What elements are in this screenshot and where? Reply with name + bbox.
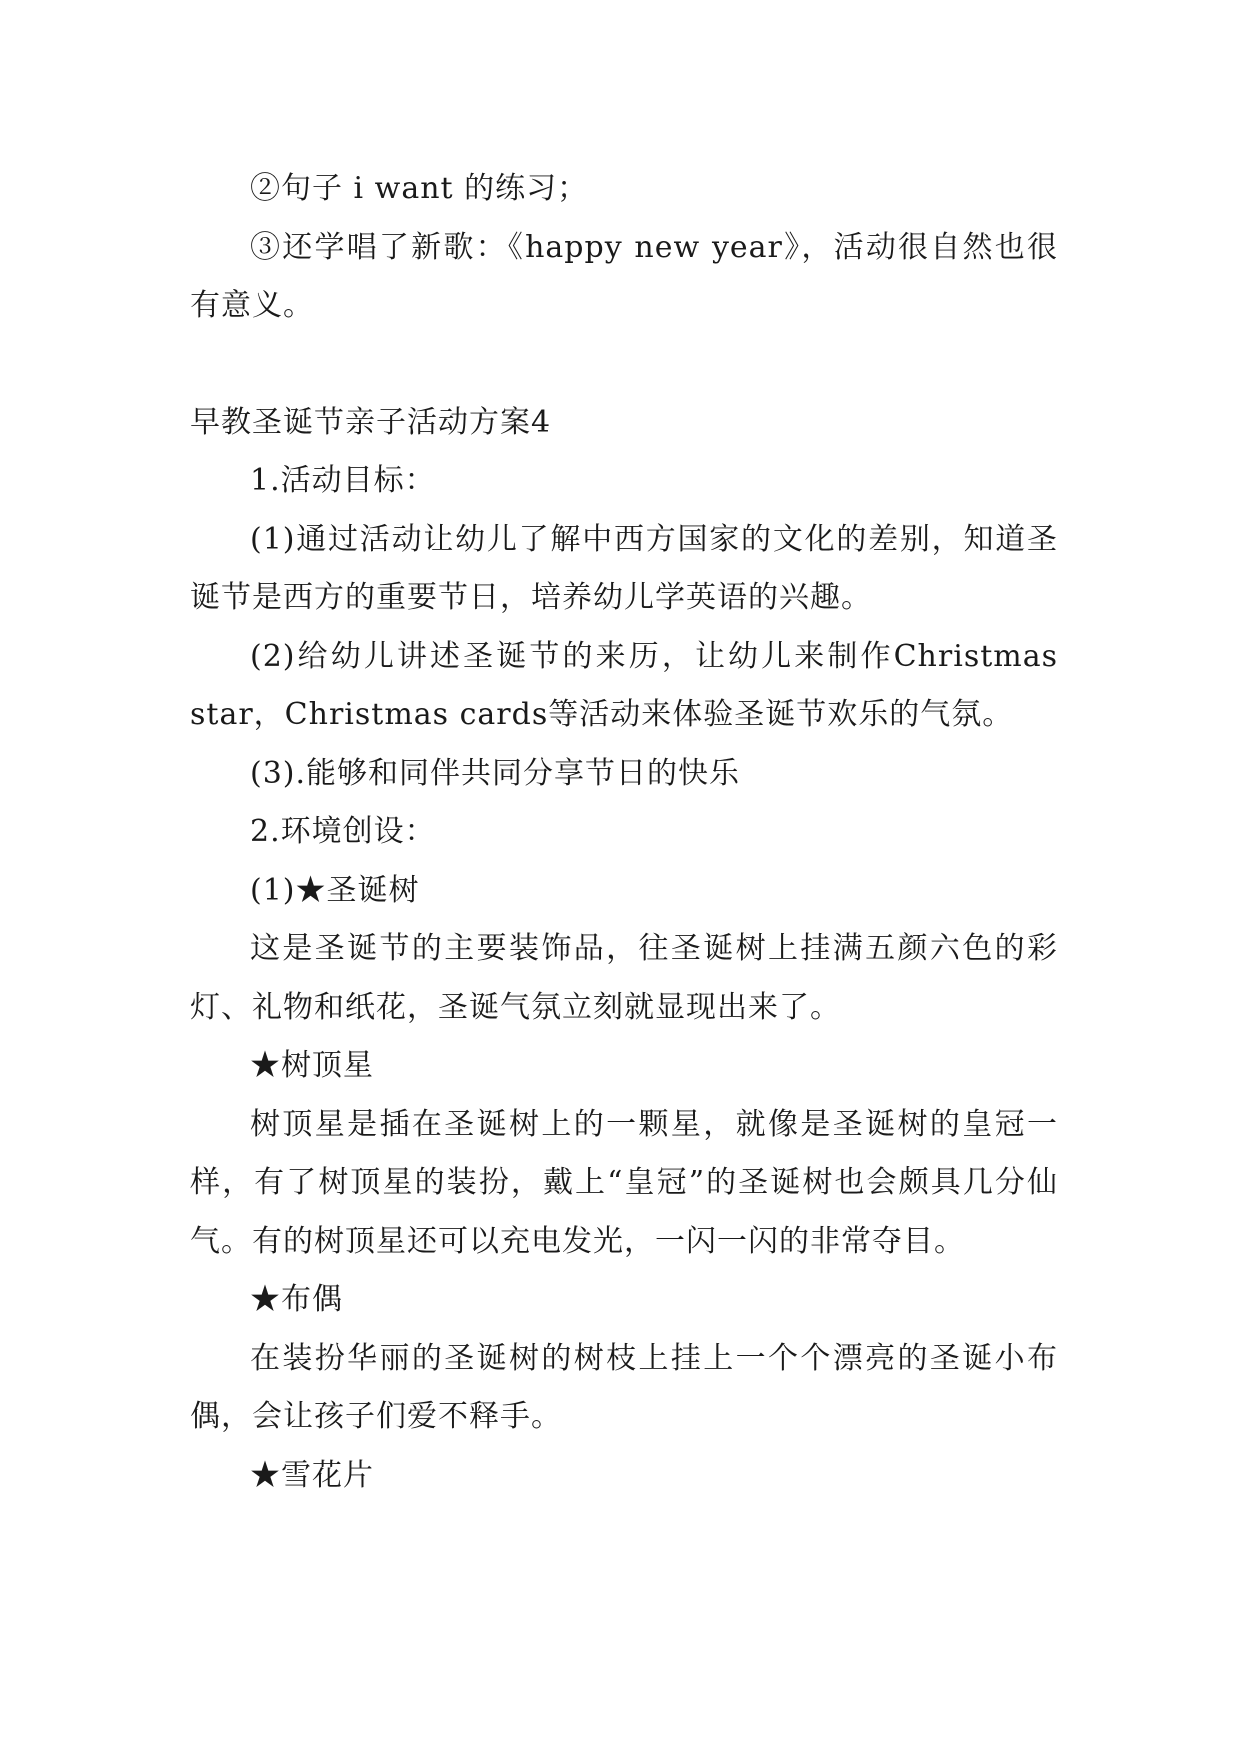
section-gap [190, 336, 1058, 394]
paragraph-christmas-tree-body: 这是圣诞节的主要装饰品，往圣诞树上挂满五颜六色的彩灯、礼物和纸花，圣诞气氛立刻就显现出来了。 [190, 931, 1058, 1025]
paragraph-puppet-heading: ★布偶 [250, 1282, 343, 1317]
section-title: 早教圣诞节亲子活动方案4 [190, 404, 552, 440]
paragraph-snowflake-heading: ★雪花片 [250, 1457, 374, 1493]
paragraph-activity-goals-heading: 1.活动目标： [250, 463, 436, 498]
paragraph-christmas-tree-heading: (1)★圣诞树 [250, 872, 420, 908]
paragraph-sentence-practice: ②句子 i want 的练习； [250, 171, 589, 206]
paragraph-goal-3: (3).能够和同伴共同分享节日的快乐 [250, 755, 741, 791]
paragraph-tree-top-star-body: 树顶星是插在圣诞树上的一颗星，就像是圣诞树的皇冠一样，有了树顶星的装扮，戴上“皇冠”的圣诞树也会颇具几分仙气。有的树顶星还可以充电发光，一闪一闪的非常夺目。 [190, 1106, 1058, 1259]
paragraph-puppet-body: 在装扮华丽的圣诞树的树枝上挂上一个个漂亮的圣诞小布偶，会让孩子们爱不释手。 [190, 1340, 1058, 1434]
paragraph-new-song: ③还学唱了新歌：《happy new year》，活动很自然也很有意义。 [190, 229, 1058, 323]
paragraph-goal-2: (2)给幼儿讲述圣诞节的来历，让幼儿来制作Christmas star，Christmas cards等活动来体验圣诞节欢乐的气氛。 [190, 638, 1058, 732]
paragraph-environment-heading: 2.环境创设： [250, 814, 436, 849]
paragraph-goal-1: (1)通过活动让幼儿了解中西方国家的文化的差别，知道圣诞节是西方的重要节日，培养幼儿学英语的兴趣。 [190, 521, 1058, 615]
document-body [190, 160, 1058, 1505]
paragraph-tree-top-star-heading: ★树顶星 [250, 1048, 374, 1083]
